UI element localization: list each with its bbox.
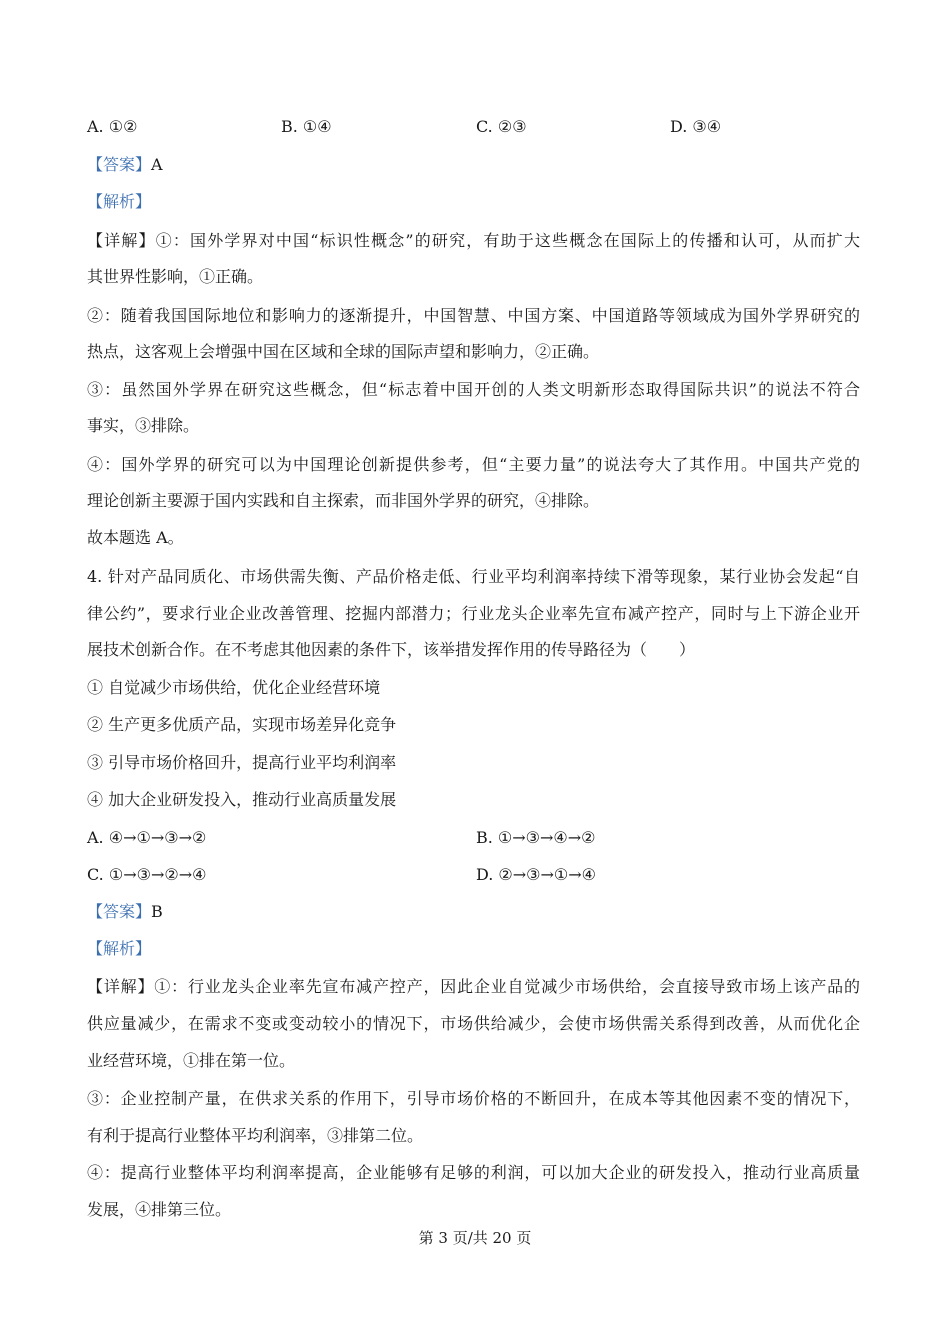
q3-detail-3b: 事实，③排除。 [87,416,200,435]
q4-option-a: A. ④→①→③→② [87,828,207,847]
q3-detail-4b: 理论创新主要源于国内实践和自主探索，而非国外学界的研究，④排除。 [87,491,600,510]
q4-answer-line [87,902,163,922]
q3-detail-4a: ④：国外学界的研究可以为中国理论创新提供参考，但“主要力量”的说法夸大了其作用。中国共产党的 [87,455,860,474]
q3-detail-1b: 其世界性影响，①正确。 [87,267,264,286]
q3-option-d: D. ③④ [670,117,722,136]
q4-item-4: ④ 加大企业研发投入，推动行业高质量发展 [87,790,397,809]
q4-option-d: D. ②→③→①→④ [476,865,597,884]
q4-option-b: B. ①→③→④→② [476,828,596,847]
detail-text: ①：国外学界对中国“标识性概念”的研究，有助于这些概念在国际上的传播和认可，从而扩大 [155,231,860,250]
q3-detail-2a: ②：随着我国国际地位和影响力的逐渐提升，中国智慧、中国方案、中国道路等领域成为国外学界研究的 [87,306,860,325]
q4-item-3: ③ 引导市场价格回升，提高行业平均利润率 [87,753,397,772]
q3-option-c: C. ②③ [476,117,527,136]
answer-tag: 【答案】 [87,155,152,174]
q4-analysis-tag: 【解析】 [87,939,152,958]
detail-tag: 【详解】 [87,231,156,250]
q3-option-a: A. ①② [87,117,138,136]
answer-value: A [151,155,163,174]
q4-detail-3a: ④：提高行业整体平均利润率提高，企业能够有足够的利润，可以加大企业的研发投入，推动行业高质量 [87,1163,860,1182]
q4-detail-1b: 供应量减少，在需求不变或变动较小的情况下，市场供给减少，会使市场供需关系得到改善，从而优化企 [87,1014,860,1033]
q3-detail-1a [87,231,860,251]
q4-detail-1c: 业经营环境，①排在第一位。 [87,1051,296,1070]
answer-value: B [151,902,163,921]
q4-option-c: C. ①→③→②→④ [87,865,207,884]
q3-detail-2b: 热点，这客观上会增强中国在区域和全球的国际声望和影响力，②正确。 [87,342,600,361]
q3-detail-3a: ③：虽然国外学界在研究这些概念，但“标志着中国开创的人类文明新形态取得国际共识”的说法不符合 [87,380,860,399]
q4-stem-3: 展技术创新合作。在不考虑其他因素的条件下，该举措发挥作用的传导路径为（ ） [87,640,696,659]
q4-detail-3b: 发展，④排第三位。 [87,1200,232,1219]
detail-tag: 【详解】 [87,977,155,996]
q4-detail-2b: 有利于提高行业整体平均利润率，③排第二位。 [87,1126,424,1145]
q4-detail-2a: ③：企业控制产量，在供求关系的作用下，引导市场价格的不断回升，在成本等其他因素不变的情况下， [87,1089,860,1108]
q4-item-1: ① 自觉减少市场供给，优化企业经营环境 [87,678,381,697]
q3-conclusion: 故本题选 A。 [87,528,184,547]
q3-option-b: B. ①④ [281,117,332,136]
page-footer: 第 3 页/共 20 页 [418,1229,532,1247]
q4-detail-1a [87,977,860,997]
detail-text: ①：行业龙头企业率先宣布减产控产，因此企业自觉减少市场供给，会直接导致市场上该产品的 [154,977,860,996]
q4-stem-2: 律公约”，要求行业企业改善管理、挖掘内部潜力；行业龙头企业率先宣布减产控产，同时与上下游企业开 [87,604,860,623]
q3-answer-line [87,155,163,175]
q3-analysis-tag: 【解析】 [87,192,152,211]
answer-tag: 【答案】 [87,902,152,921]
q4-item-2: ② 生产更多优质产品，实现市场差异化竞争 [87,715,397,734]
q4-stem-1: 4. 针对产品同质化、市场供需失衡、产品价格走低、行业平均利润率持续下滑等现象，某行业协会发起“自 [87,567,860,586]
